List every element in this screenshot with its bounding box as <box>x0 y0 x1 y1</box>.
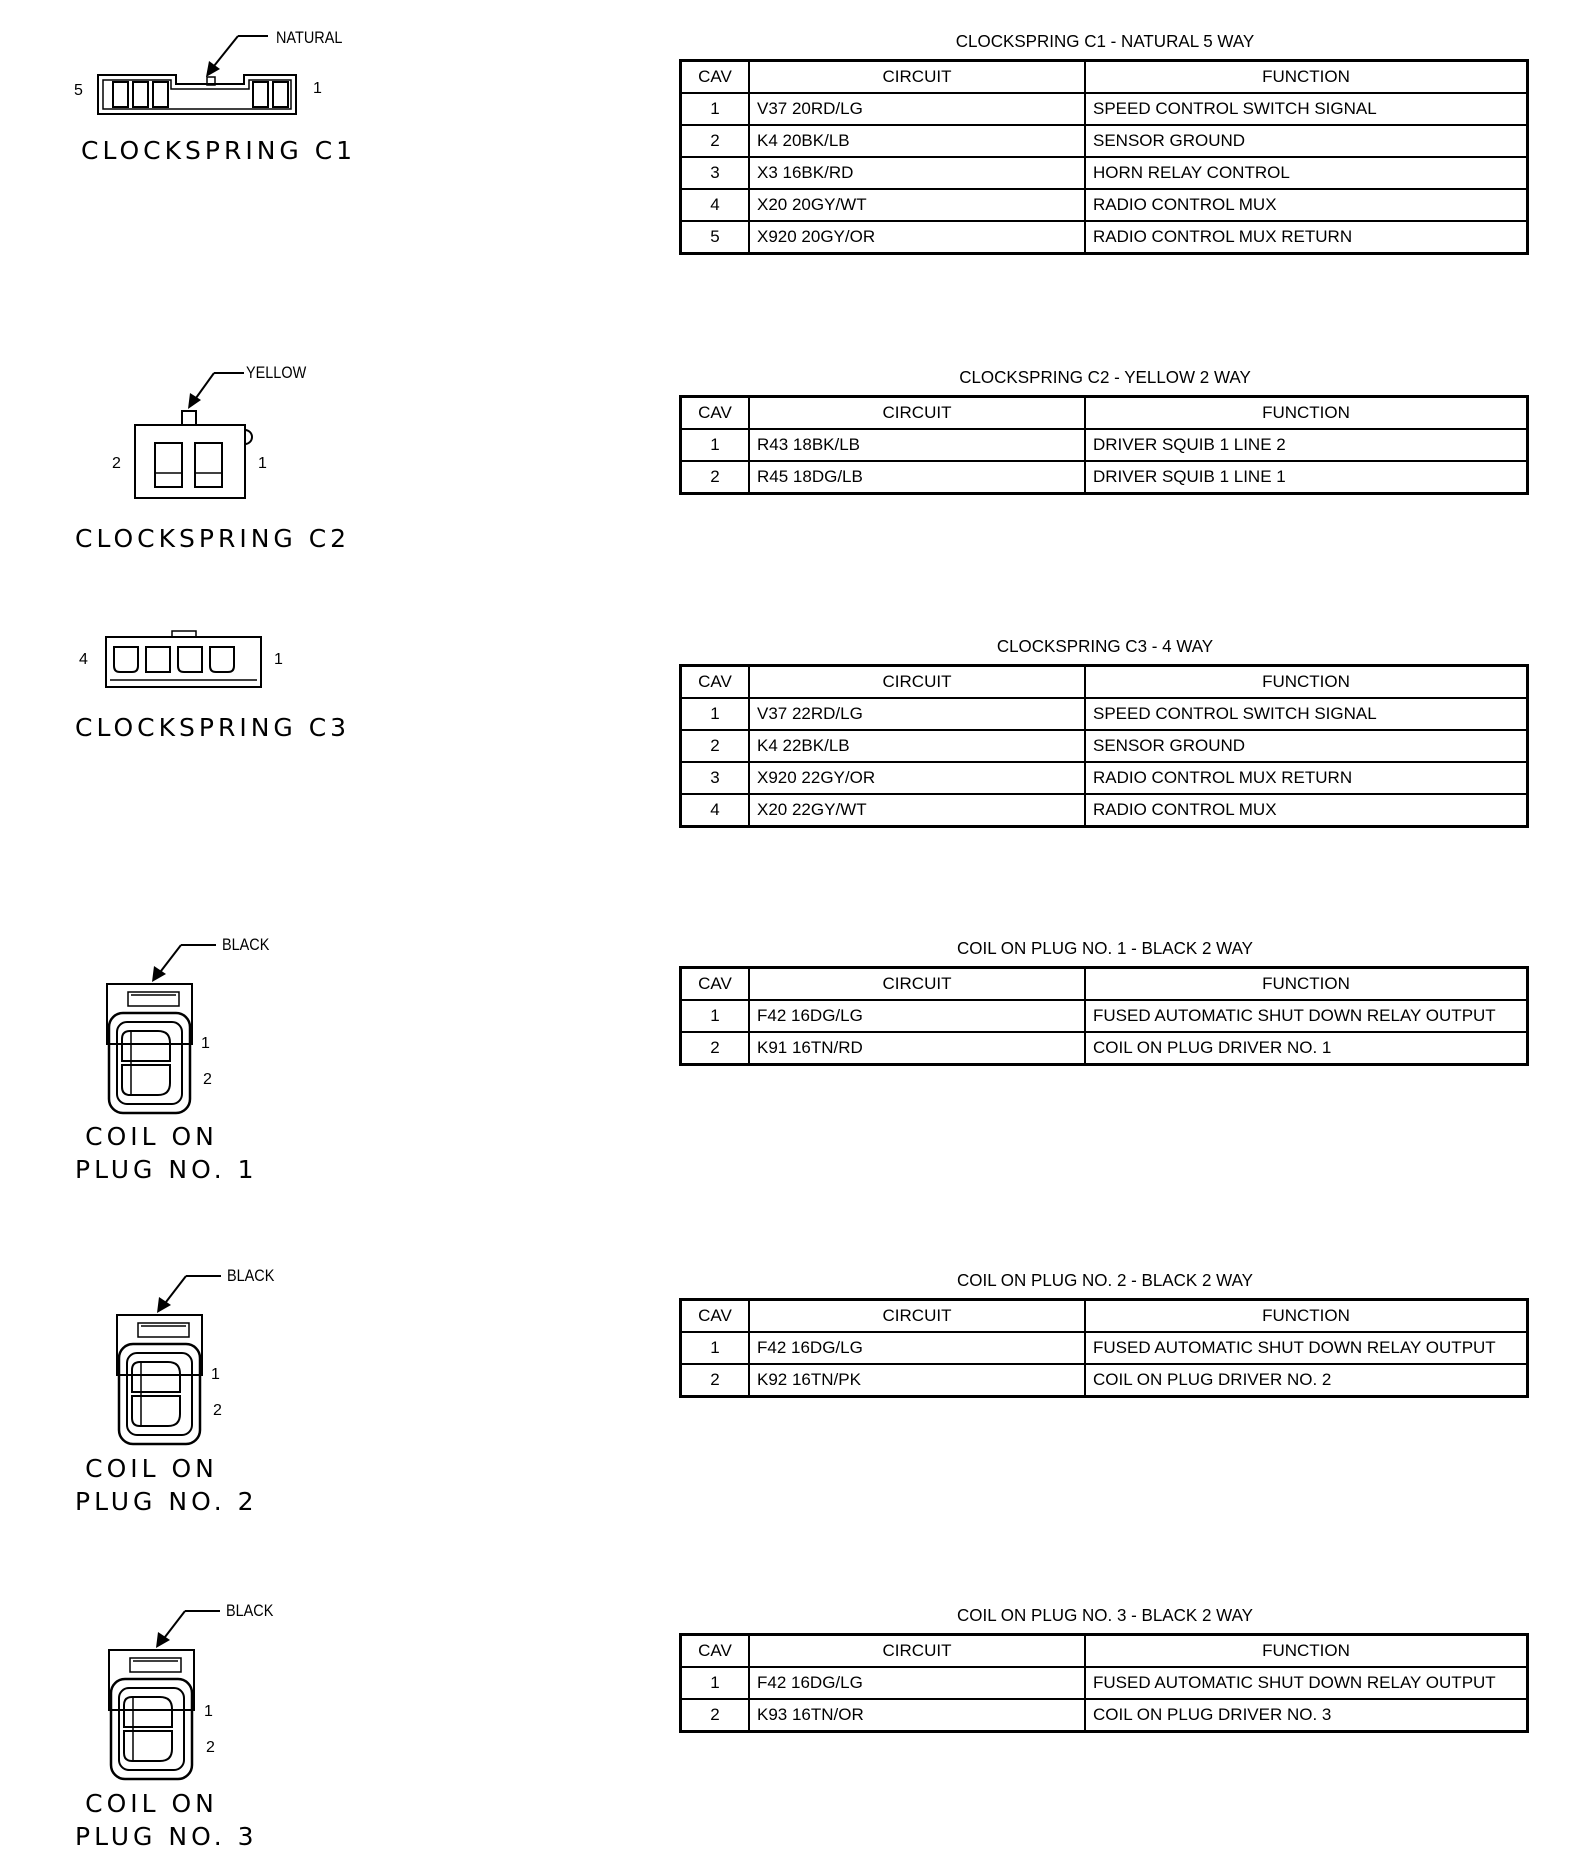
cell-cav: 1 <box>681 1000 750 1032</box>
header-function: FUNCTION <box>1085 1300 1528 1333</box>
cell-function: RADIO CONTROL MUX <box>1085 794 1528 827</box>
cell-circuit: K93 16TN/OR <box>749 1699 1085 1732</box>
pin-number-right: 1 <box>274 651 283 668</box>
header-cav: CAV <box>681 61 750 94</box>
table-title: CLOCKSPRING C2 - YELLOW 2 WAY <box>959 367 1251 388</box>
cell-function: RADIO CONTROL MUX RETURN <box>1085 762 1528 794</box>
cell-function: HORN RELAY CONTROL <box>1085 157 1528 189</box>
table-header-row <box>681 61 1528 94</box>
cell-cav: 4 <box>681 189 750 221</box>
header-function: FUNCTION <box>1085 968 1528 1001</box>
header-circuit: CIRCUIT <box>749 397 1085 430</box>
cell-cav: 2 <box>681 125 750 157</box>
pin-number-top: 1 <box>204 1703 213 1720</box>
table-row <box>681 461 1528 494</box>
header-circuit: CIRCUIT <box>749 968 1085 1001</box>
cell-circuit: K4 22BK/LB <box>749 730 1085 762</box>
cell-function: FUSED AUTOMATIC SHUT DOWN RELAY OUTPUT <box>1085 1667 1528 1699</box>
cell-function: SPEED CONTROL SWITCH SIGNAL <box>1085 93 1528 125</box>
pinout-table <box>679 395 1529 495</box>
table-header-row <box>681 397 1528 430</box>
cell-function: RADIO CONTROL MUX RETURN <box>1085 221 1528 254</box>
table-header-row <box>681 968 1528 1001</box>
cell-circuit: X920 20GY/OR <box>749 221 1085 254</box>
table-row <box>681 189 1528 221</box>
cell-cav: 1 <box>681 1667 750 1699</box>
pinout-table <box>679 1633 1529 1733</box>
connector-label: CLOCKSPRING C1 <box>81 136 357 165</box>
header-function: FUNCTION <box>1085 397 1528 430</box>
table-row <box>681 93 1528 125</box>
cell-function: SENSOR GROUND <box>1085 730 1528 762</box>
table-row <box>681 1332 1528 1364</box>
table-header-row <box>681 1635 1528 1668</box>
cell-circuit: X20 20GY/WT <box>749 189 1085 221</box>
cell-circuit: V37 22RD/LG <box>749 698 1085 730</box>
cell-function: SENSOR GROUND <box>1085 125 1528 157</box>
table-row <box>681 221 1528 254</box>
cell-circuit: K92 16TN/PK <box>749 1364 1085 1397</box>
header-circuit: CIRCUIT <box>749 61 1085 94</box>
connector-label: CLOCKSPRING C3 <box>75 713 351 742</box>
cell-function: COIL ON PLUG DRIVER NO. 1 <box>1085 1032 1528 1065</box>
pin-number-bottom: 2 <box>203 1071 212 1088</box>
coil-on-plug-2-connector-icon <box>0 1266 360 1466</box>
pin-number-bottom: 2 <box>213 1402 222 1419</box>
cell-cav: 2 <box>681 1364 750 1397</box>
pin-number-top: 1 <box>201 1035 210 1052</box>
cell-circuit: F42 16DG/LG <box>749 1667 1085 1699</box>
pin-number-left: 4 <box>79 651 88 668</box>
connector-label: COIL ON PLUG NO. 1 <box>75 1122 258 1184</box>
cell-cav: 1 <box>681 698 750 730</box>
cell-circuit: F42 16DG/LG <box>749 1000 1085 1032</box>
cell-cav: 2 <box>681 1699 750 1732</box>
connector-color-label: BLACK <box>227 1266 275 1285</box>
pin-number-right: 1 <box>313 80 322 97</box>
header-function: FUNCTION <box>1085 1635 1528 1668</box>
table-row <box>681 1364 1528 1397</box>
clockspring-c3-connector-icon <box>0 0 360 720</box>
cell-cav: 5 <box>681 221 750 254</box>
cell-cav: 2 <box>681 461 750 494</box>
cell-circuit: X920 22GY/OR <box>749 762 1085 794</box>
table-row <box>681 794 1528 827</box>
cell-function: RADIO CONTROL MUX <box>1085 189 1528 221</box>
cell-cav: 2 <box>681 1032 750 1065</box>
coil-on-plug-3-connector-icon <box>0 1601 360 1801</box>
table-row <box>681 730 1528 762</box>
table-row <box>681 698 1528 730</box>
header-cav: CAV <box>681 666 750 699</box>
table-row <box>681 1667 1528 1699</box>
header-cav: CAV <box>681 1635 750 1668</box>
cell-function: SPEED CONTROL SWITCH SIGNAL <box>1085 698 1528 730</box>
table-title: COIL ON PLUG NO. 2 - BLACK 2 WAY <box>957 1270 1253 1291</box>
cell-function: FUSED AUTOMATIC SHUT DOWN RELAY OUTPUT <box>1085 1332 1528 1364</box>
pinout-table <box>679 664 1529 828</box>
table-row <box>681 762 1528 794</box>
header-function: FUNCTION <box>1085 61 1528 94</box>
pinout-table <box>679 59 1529 255</box>
cell-function: COIL ON PLUG DRIVER NO. 2 <box>1085 1364 1528 1397</box>
pin-number-left: 2 <box>112 455 121 472</box>
connector-color-label: BLACK <box>222 935 270 954</box>
cell-function: COIL ON PLUG DRIVER NO. 3 <box>1085 1699 1528 1732</box>
connector-color-label: YELLOW <box>246 363 307 382</box>
table-title: CLOCKSPRING C1 - NATURAL 5 WAY <box>955 31 1255 52</box>
pin-number-top: 1 <box>211 1366 220 1383</box>
cell-circuit: R43 18BK/LB <box>749 429 1085 461</box>
table-header-row <box>681 1300 1528 1333</box>
table-row <box>681 157 1528 189</box>
pinout-table <box>679 1298 1529 1398</box>
cell-circuit: X20 22GY/WT <box>749 794 1085 827</box>
table-row <box>681 429 1528 461</box>
header-cav: CAV <box>681 1300 750 1333</box>
connector-color-label: BLACK <box>226 1601 274 1620</box>
table-row <box>681 1000 1528 1032</box>
cell-function: DRIVER SQUIB 1 LINE 2 <box>1085 429 1528 461</box>
cell-circuit: K91 16TN/RD <box>749 1032 1085 1065</box>
cell-circuit: V37 20RD/LG <box>749 93 1085 125</box>
cell-function: DRIVER SQUIB 1 LINE 1 <box>1085 461 1528 494</box>
connector-color-label: NATURAL <box>276 28 343 47</box>
header-cav: CAV <box>681 397 750 430</box>
coil-on-plug-1-connector-icon <box>0 935 360 1135</box>
cell-circuit: R45 18DG/LB <box>749 461 1085 494</box>
cell-circuit: F42 16DG/LG <box>749 1332 1085 1364</box>
cell-cav: 1 <box>681 93 750 125</box>
pin-number-bottom: 2 <box>206 1739 215 1756</box>
header-cav: CAV <box>681 968 750 1001</box>
cell-circuit: K4 20BK/LB <box>749 125 1085 157</box>
pinout-table <box>679 966 1529 1066</box>
table-title: COIL ON PLUG NO. 1 - BLACK 2 WAY <box>957 938 1253 959</box>
cell-cav: 3 <box>681 762 750 794</box>
cell-function: FUSED AUTOMATIC SHUT DOWN RELAY OUTPUT <box>1085 1000 1528 1032</box>
cell-cav: 3 <box>681 157 750 189</box>
cell-cav: 1 <box>681 429 750 461</box>
cell-cav: 1 <box>681 1332 750 1364</box>
header-circuit: CIRCUIT <box>749 666 1085 699</box>
cell-cav: 2 <box>681 730 750 762</box>
connector-label: COIL ON PLUG NO. 3 <box>75 1789 258 1851</box>
header-circuit: CIRCUIT <box>749 1635 1085 1668</box>
table-row <box>681 1699 1528 1732</box>
table-row <box>681 1032 1528 1065</box>
table-row <box>681 125 1528 157</box>
connector-label: CLOCKSPRING C2 <box>75 524 351 553</box>
header-circuit: CIRCUIT <box>749 1300 1085 1333</box>
table-title: CLOCKSPRING C3 - 4 WAY <box>996 636 1214 657</box>
pin-number-left: 5 <box>74 82 83 99</box>
cell-circuit: X3 16BK/RD <box>749 157 1085 189</box>
table-header-row <box>681 666 1528 699</box>
connector-label: COIL ON PLUG NO. 2 <box>75 1454 258 1516</box>
table-title: COIL ON PLUG NO. 3 - BLACK 2 WAY <box>957 1605 1253 1626</box>
pin-number-right: 1 <box>258 455 267 472</box>
header-function: FUNCTION <box>1085 666 1528 699</box>
cell-cav: 4 <box>681 794 750 827</box>
